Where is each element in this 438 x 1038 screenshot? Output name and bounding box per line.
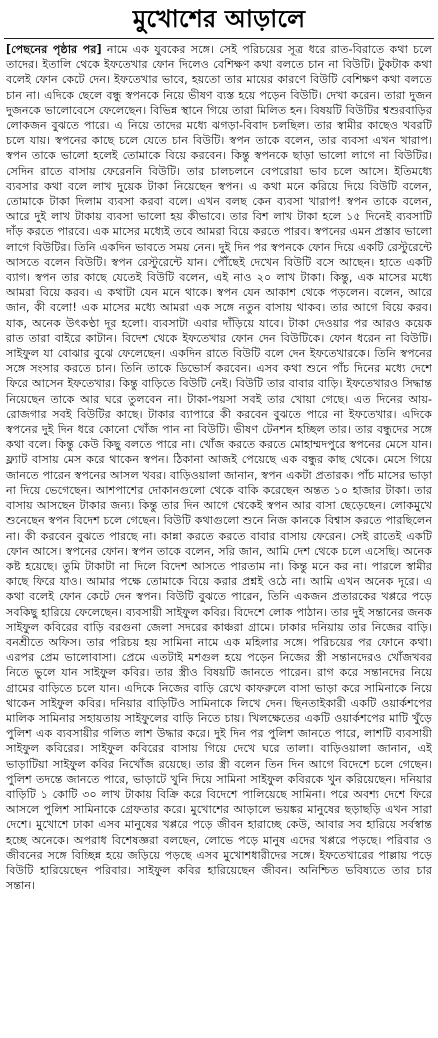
continued-from-label: [পেছনের পৃষ্ঠার পর] bbox=[6, 43, 102, 56]
article-headline: মুখোশের আড়ালে bbox=[132, 5, 306, 33]
headline-divider bbox=[4, 38, 434, 39]
article-text: নামে এক যুবকের সঙ্গে। সেই পরিচয়ের সূত্র ধরে রাত-বিরাতে কথা চলে তাদের। ইতালি থেকে ইফতেখার ফোন দিলেও বেশিক্ষণ কথা বলতে চান না বিউটি। টুকটাক কথা বলেই ফোন কেটে দেন। ইফতেখার ভাবে, হয়তো তার মায়ের কারণে বিউটি বেশিক্ষণ কথা বলতে চান না। এদিকে ছেলে বন্ধু স্বপনকে নিয়ে ভীষণ ব্যস্ত হয়ে পড়েন বিউটি। দেখা করেন। তারা দুজন দুজনকে ভালোবেসে ফেলেছেন। বিভিন্ন স্থানে গিয়ে তারা মিলিত হন। বিষয়টি বিউটির শ্বশুরবাড়ির লোকজন বুঝতে পারে। এ নিয়ে তাদের মধ্যে ঝগড়া-বিবাদ চলছিল। তার স্বামীর কাছেও খবরটি চলে যায়। স্বপনের কাছে চলে যেতে চান বিউটি। স্বপন তাকে বলেন, তার ব্যবসা এখন খারাপ। স্বপন তাকে ভালো হলেই তোমাকে বিয়ে করবেন। কিন্তু স্বপনকে ছাড়া ভালো লাগে না বিউটির। সেদিন রাতে বাসায় ফেরেননি বিউটি। তার চালচলনে বেপরোয়া ভাব চলে আসে। ইতিমধ্যে ব্যবসার কথা বলে লাখ দুয়েক টাকা নিয়েছেন স্বপন। এ কথা মনে করিয়ে দিয়ে বিউটি বলেন, তোমাকে টাকা দিলাম ব্যবসা করবা বলে। এখন বলছ কেন ব্যবসা খারাপ! স্বপন তাকে বলেন, আরে দুই লাখ টাকায় ব্যবসা ভালো হয় কীভাবে। তার বিশ লাখ টাকা হলে ১৫ দিনেই ব্যবসাটি দাঁড় করতে পারবে। এক মাসের মধ্যেই তবে আমরা বিয়ে করতে পারব। স্বপনের এমন প্রস্তাব ভালো লাগে বিউটির। তিনি একদিন ভাবতে সময় নেন। দুই দিন পর স্বপনকে ফোন দিয়ে একটি রেস্টুরেন্টে আসতে বলেন বিউটি। স্বপন রেস্টুরেন্টে যান। পৌঁছেই দেখেন বিউটি বসে আছেন। হাতে একটি ব্যাগ। স্বপন তার কাছে যেতেই বিউটি বলেন, এই নাও ২০ লাখ টাকা। কিন্তু, এক মাসের মধ্যে আমরা বিয়ে করব। এ কথাটা যেন মনে থাকে। স্বপন যেন আকাশ থেকে পড়লেন। বলেন, আরে জান, কী বলো! এক মাসের মধ্যে আমরা এক সঙ্গে নতুন বাসায় থাকব। তার আগে বিয়ে করব। যাক, অনেক উৎকণ্ঠা দূর হলো। ব্যবসাটা এবার দাঁড়িয়ে যাবে। টাকা দেওয়ার পর আরও কয়েক রাত তারা বাইরে কাটান। বিদেশ থেকে ইফতেখার ফোন দেন বিউটিকে। ফোন ধরেন না বিউটি। সাইফুল যা বোঝার বুঝে ফেলেছেন। একদিন রাতে বিউটি বলে দেন ইফতেখারকে। তিনি স্বপনের সঙ্গে সংসার করতে চান। তিনি তাকে ডিভোর্স করবেন। এসব কথা শুনে পাঁচ দিনের মধ্যে দেশে ফিরে আসেন ইফতেখার। কিন্তু বাড়িতে বিউটি নেই। বিউটি তার বাবার বাড়ি। ইফতেখারও সিদ্ধান্ত নিয়েছেন তাকে আর ঘরে তুলবেন না। টাকা-পয়সা সবই তার খোয়া গেছে। এত দিনের আয়-রোজগার সবই বিউটির কাছে। টাকার ব্যাপারে কী করবেন বুঝতে পারে না ইফতেখার। এদিকে স্বপনের দুই দিন ধরে কোনো খোঁজ পান না বিউটি। ভীষণ টেনশন হচ্ছিল তার। তার বন্ধুদের সঙ্গে কথা বলে। কিন্তু কেউ কিছু বলতে পারে না। খোঁজ করতে করতে মোহাম্মদপুরে স্বপনের মেসে যান। ফ্ল্যাট বাসায় মেস করে থাকেন স্বপন। ঠিকানা আজই পেয়েছে এক বন্ধুর কাছ থেকে। মেসে গিয়ে জানতে পারেন স্বপনের আসল খবর। বাড়িওয়ালা জানান, স্বপন একটা প্রতারক। পাঁচ মাসের ভাড়া না দিয়ে ভেগেছেন। আশপাশের দোকানগুলো থেকে বাকি করেছেন অন্তত ১০ হাজার টাকা। তার বাসায় আসছেন টাকার জন্য। কিন্তু তার দিন আগে থেকেই স্বপন আর বাসা ছেড়েছেন। লোকমুখে শুনেছেন স্বপন বিদেশ চলে গেছেন। বিউটি কথাগুলো শুনে নিজ কানকে বিশ্বাস করতে পারছিলেন না। কী করবেন বুঝতে পারছে না। কান্না করতে করতে বাবার বাসায় ফেরেন। সেই রাতেই একটি ফোন আসে। স্বপনের ফোন। স্বপন তাকে বলেন, সরি জান, আমি দেশ থেকে চলে এসেছি। অনেক কষ্ট হয়েছে। তুমি টাকাটা না দিলে বিদেশ আসতে পারতাম না। কিন্তু মনে কর না। পারলে স্বামীর কাছে ফিরে যাও। আমার পক্ষে তোমাকে বিয়ে করার প্রশ্নই ওঠে না। আমি এখন অনেক দূরে। এ কথা বলেই ফোন কেটে দেন স্বপন। বিউটি বুঝতে পারেন, তিনি একজন প্রতারকের খপ্পরে পড়ে সবকিছু হারিয়ে ফেলেছেন। ব্যবসায়ী সাইফুল কবির। বিদেশে লোক পাঠান। তার দুই সন্তানের জনক সাইফুল কবিরের বাড়ি বরগুনা জেলা সদরের কাঞ্চরা গ্রামে। ঢাকার দনিয়ায় তার নিজের বাড়ি। বনশ্রীতে অফিস। তার পরিচয় হয় সামিনা নামে এক মহিলার সঙ্গে। পরিচয়ের পর ফোনে কথা। এরপর প্রেম ভালোবাসা। প্রেমে এতটাই মশগুল হয়ে পড়েন নিজের স্ত্রী সন্তানদেরও খোঁজখবর নিতে ভুলে যান সাইফুল কবির। তার স্ত্রীও বিষয়টি জানতে পারেন। রাগ করে সন্তানদের নিয়ে গ্রামের বাড়িতে চলে যান। এদিকে নিজের বাড়ি রেখে কাফরুলে বাসা ভাড়া করে সামিনাকে নিয়ে থাকেন সাইফুল কবির। দনিয়ার বাড়িটিও সামিনাকে লিখে দেন। ছিনতাইকারী একটি ওয়ার্কশপের মালিক সামিনার সহায়তায় সাইফুলের বাড়ি নিতে চায়। খিলক্ষেতের একটি ওয়ার্কশপের মাটি খুঁড়ে পুলিশ এক ব্যবসায়ীর গলিত লাশ উদ্ধার করে। দুই দিন পর পুলিশ জানতে পারে, লাশটি ব্যবসায়ী সাইফুল কবিরের। সাইফুল কবিরের বাসায় গিয়ে দেখে ঘরে তালা। বাড়িওয়ালা জানান, এই ভাড়াটিয়া সাইফুল কবির নিখোঁজ রয়েছে। তার স্ত্রী বলেন তিন দিন আগে বিদেশে চলে গেছেন। পুলিশ তদন্তে জানতে পারে, ভাড়াটে খুনি দিয়ে সামিনা সাইফুল কবিরকে খুন করিয়েছেন। দনিয়ার বাড়িটি ১ কোটি ৩০ লাখ টাকায় বিক্রি করে বিদেশে পালিয়েছে সামিনা। পরে অবশ্য দেশে ফিরে আসলে পুলিশ সামিনাকে গ্রেফতার করে। মুখোশের আড়ালে ভয়ঙ্কর মানুষের ছড়াছড়ি এখন সারা দেশে। মুখোশে ঢাকা এসব মানুষের খপ্পরে পড়ে জীবন হারাচ্ছে কেউ, আবার সব হারিয়ে সর্বস্বান্ত হচ্ছে অনেকে। অপরাধ বিশেষজ্ঞরা বলছেন, লোভে পড়ে মানুষ এদের খপ্পরে পড়ছে। পরিবার ও জীবনের সঙ্গে বিচ্ছিন্ন হয়ে জড়িয়ে পড়ছে এসব মুখোশধারীদের সঙ্গে। ইফতেখারের পাল্লায় পড়ে বিউটি হারিয়েছেন পরিবার। সাইফুল কবির হারিয়েছেন জীবন। অনিশ্চিত ভবিষ্যতে তার চার সন্তান। bbox=[6, 43, 432, 893]
article-body bbox=[6, 42, 432, 1032]
